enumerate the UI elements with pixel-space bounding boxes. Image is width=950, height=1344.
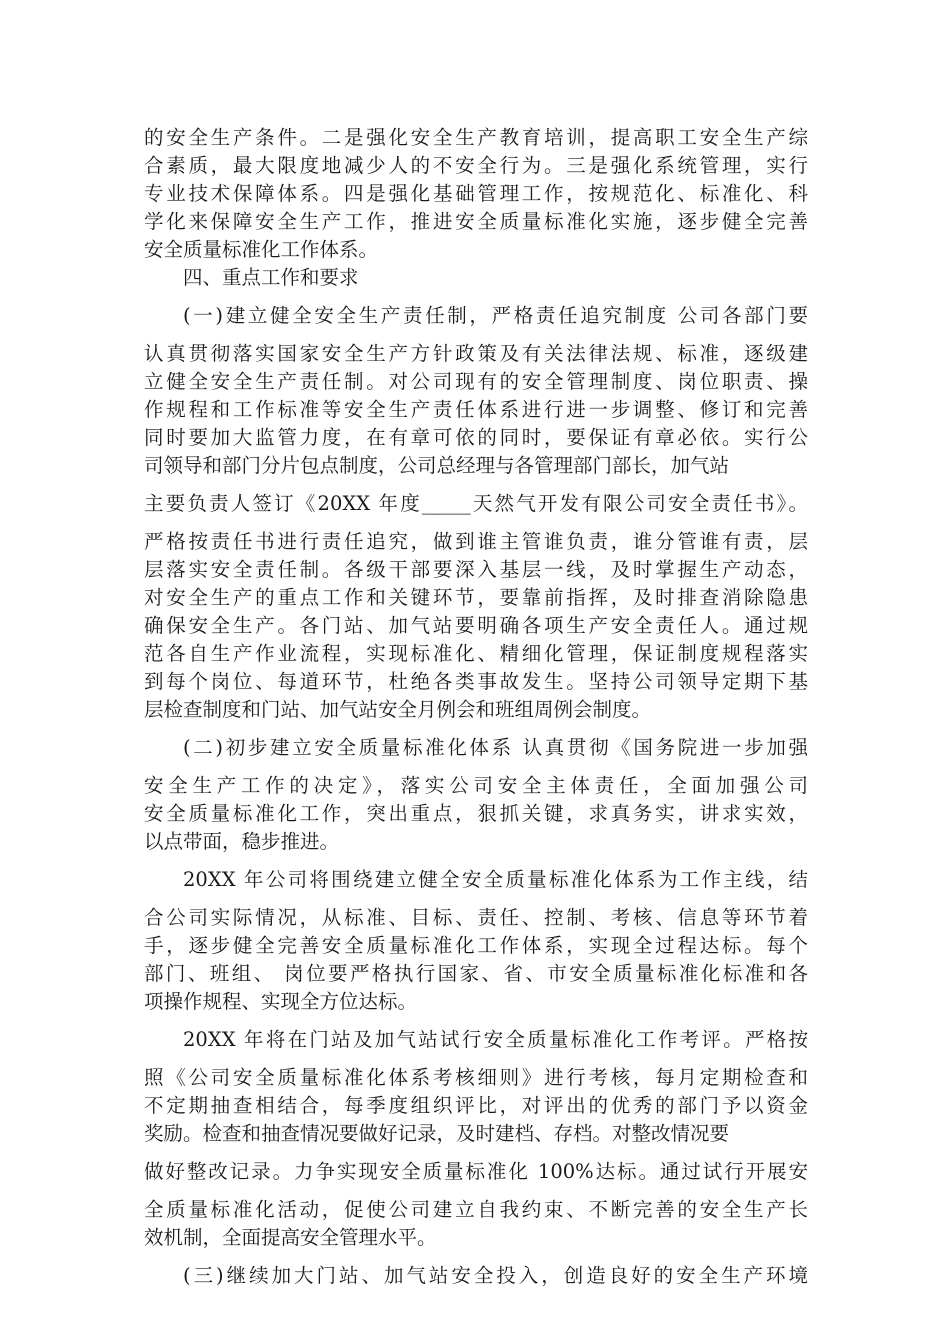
text-line: 安全质量标准化工作体系。 (144, 238, 379, 261)
paragraph-p7 (144, 734, 808, 762)
paragraph-gap (144, 1186, 808, 1196)
document-body (144, 124, 808, 1290)
paragraph-p9 (144, 866, 808, 894)
text-line: 专业技术保障体系。四是强化基础管理工作，按规范化、标准化、科 (144, 182, 808, 205)
text-line: 合素质，最大限度地减少人的不安全行为。三是强化系统管理，实行 (144, 154, 808, 177)
text-line: 部门、班组、 岗位要严格执行国家、省、市安全质量标准化标准和各 (144, 962, 808, 985)
text-line: 全质量标准化活动，促使公司建立自我约束、不断完善的安全生产长 (144, 1198, 808, 1221)
text-line: 手，逐步健全完善安全质量标准化工作体系，实现全过程达标。每个 (144, 934, 808, 957)
paragraph-p14 (144, 1196, 808, 1252)
paragraph-gap (144, 1054, 808, 1064)
paragraph-gap (144, 762, 808, 772)
paragraph-p8 (144, 772, 808, 856)
paragraph-p6 (144, 528, 808, 724)
paragraph-p3 (144, 302, 808, 330)
text-line: 的安全生产条件。二是强化安全生产教育培训，提高职工安全生产综 (144, 126, 808, 149)
text-line: 照《公司安全质量标准化体系考核细则》进行考核，每月定期检查和 (144, 1066, 808, 1089)
paragraph-gap (144, 292, 808, 302)
paragraph-gap (144, 518, 808, 528)
text-line: 层落实安全责任制。各级干部要深入基层一线，及时掌握生产动态， (144, 558, 808, 581)
text-line: (二)初步建立安全质量标准化体系 认真贯彻《国务院进一步加强 (183, 736, 808, 759)
text-line: 做好整改记录。力争实现安全质量标准化 100%达标。通过试行开展安 (144, 1160, 808, 1183)
paragraph-gap (144, 1148, 808, 1158)
paragraph-p10 (144, 904, 808, 1016)
text-line: 作规程和工作标准等安全生产责任体系进行进一步调整、修订和完善 (144, 398, 808, 421)
text-line: 司领导和部门分片包点制度，公司总经理与各管理部门部长，加气站 (144, 454, 730, 477)
text-line: 严格按责任书进行责任追究，做到谁主管谁负责，谁分管谁有责，层 (144, 530, 808, 553)
paragraph-p5 (144, 490, 808, 518)
text-line: 范各自生产作业流程，实现标准化、精细化管理，保证制度规程落实 (144, 642, 808, 665)
text-line: 到每个岗位、每道环节，杜绝各类事故发生。坚持公司领导定期下基 (144, 670, 808, 693)
paragraph-gap (144, 856, 808, 866)
paragraph-gap (144, 724, 808, 734)
paragraph-p15 (144, 1262, 808, 1290)
text-line: 四、重点工作和要求 (183, 266, 359, 289)
text-line: 安全生产工作的决定》，落实公司安全主体责任，全面加强公司 (144, 774, 808, 797)
text-line: 对安全生产的重点工作和关键环节，要靠前指挥，及时排查消除隐患 (144, 586, 808, 609)
paragraph-p11 (144, 1026, 808, 1054)
text-line: (三)继续加大门站、加气站安全投入，创造良好的安全生产环境 (183, 1264, 808, 1287)
text-line: 学化来保障安全生产工作，推进安全质量标准化实施，逐步健全完善 (144, 210, 808, 233)
text-line: 主要负责人签订《20XX 年度_____天然气开发有限公司安全责任书》。 (144, 492, 808, 515)
text-line: 以点带面，稳步推进。 (144, 830, 340, 853)
paragraph-gap (144, 1252, 808, 1262)
text-line: 奖励。检查和抽查情况要做好记录，及时建档、存档。对整改情况要 (144, 1122, 730, 1145)
text-line: 立健全安全生产责任制。对公司现有的安全管理制度、岗位职责、操 (144, 370, 808, 393)
text-line: (一)建立健全安全生产责任制，严格责任追究制度 公司各部门要 (183, 304, 808, 327)
text-line: 层检查制度和门站、加气站安全月例会和班组周例会制度。 (144, 698, 652, 721)
text-line: 安全质量标准化工作，突出重点，狠抓关键，求真务实，讲求实效， (144, 802, 808, 825)
text-line: 认真贯彻落实国家安全生产方针政策及有关法律法规、标准，逐级建 (144, 342, 808, 365)
paragraph-p1 (144, 124, 808, 264)
paragraph-gap (144, 1016, 808, 1026)
paragraph-gap (144, 330, 808, 340)
text-line: 项操作规程、实现全方位达标。 (144, 990, 418, 1013)
text-line: 同时要加大监管力度，在有章可依的同时，要保证有章必依。实行公 (144, 426, 808, 449)
paragraph-p12 (144, 1064, 808, 1148)
paragraph-p13 (144, 1158, 808, 1186)
paragraph-p4 (144, 340, 808, 480)
paragraph-gap (144, 480, 808, 490)
text-line: 不定期抽查相结合，每季度组织评比，对评出的优秀的部门予以资金 (144, 1094, 808, 1117)
text-line: 20XX 年将在门站及加气站试行安全质量标准化工作考评。严格按 (183, 1028, 808, 1051)
paragraph-p2 (144, 264, 808, 292)
text-line: 合公司实际情况，从标准、目标、责任、控制、考核、信息等环节着 (144, 906, 808, 929)
text-line: 20XX 年公司将围绕建立健全安全质量标准化体系为工作主线，结 (183, 868, 808, 891)
paragraph-gap (144, 894, 808, 904)
text-line: 效机制，全面提高安全管理水平。 (144, 1226, 437, 1249)
text-line: 确保安全生产。各门站、加气站要明确各项生产安全责任人。通过规 (144, 614, 808, 637)
